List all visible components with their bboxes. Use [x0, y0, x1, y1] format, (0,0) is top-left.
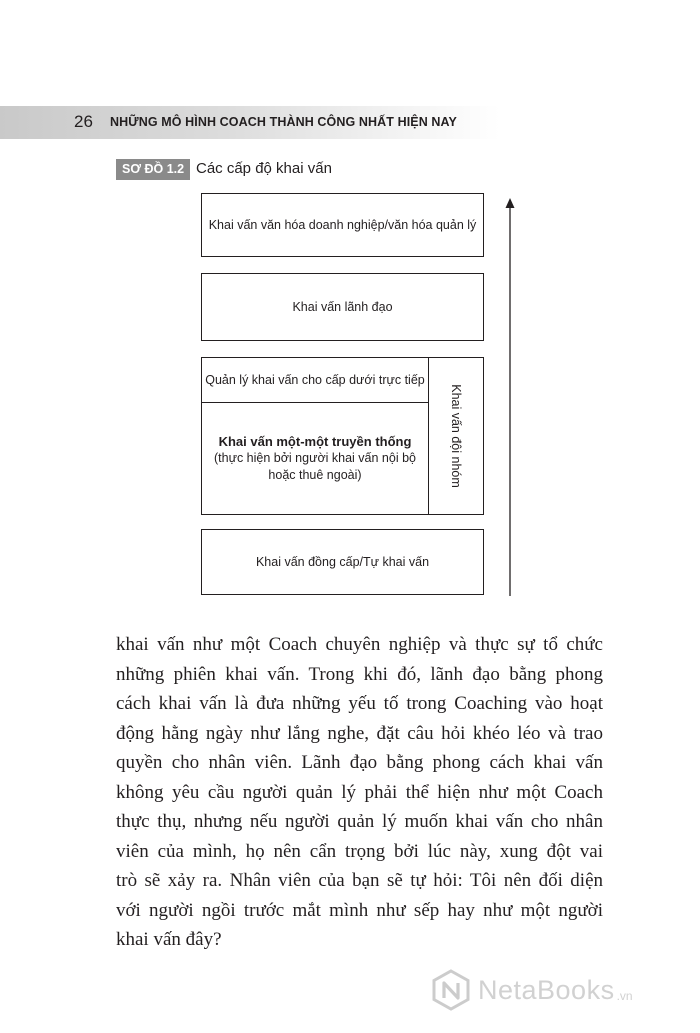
body-paragraph — [116, 630, 603, 955]
level-team-box — [428, 357, 484, 515]
level-peer-self-box — [201, 529, 484, 595]
figure-title: Các cấp độ khai vấn — [196, 160, 332, 177]
level-peer-self-label: Khai vấn đồng cấp/Tự khai vấn — [255, 555, 430, 569]
level-one-on-one-sub1: (thực hiện bởi người khai vấn nội bộ — [214, 451, 416, 465]
level-corporate-culture-label: Khai vấn văn hóa doanh nghiệp/văn hóa quản lý — [208, 218, 477, 232]
watermark-domain: .vn — [616, 989, 633, 1003]
running-title: NHỮNG MÔ HÌNH COACH THÀNH CÔNG NHẤT HIỆN NAY — [110, 115, 457, 129]
watermark — [430, 968, 633, 1012]
level-one-on-one-box — [201, 402, 429, 515]
figure-tag: SƠ ĐỒ 1.2 — [116, 159, 190, 180]
level-team-label: Khai vấn đội nhóm — [449, 384, 464, 488]
body-line: khai vấn đây? — [116, 929, 222, 950]
level-manager-coaching-box — [201, 357, 429, 403]
level-leadership-label: Khai vấn lãnh đạo — [292, 300, 393, 314]
body-line: với người ngồi trước mắt mình như sếp hay như một người — [116, 899, 603, 921]
body-line: cách khai vấn là đưa những yếu tố trong Coaching vào hoạt — [116, 693, 603, 714]
page-number: 26 — [74, 112, 93, 131]
body-line: những phiên khai vấn. Trong khi đó, lãnh đạo bằng phong — [116, 663, 603, 685]
body-line: khai vấn như một Coach chuyên nghiệp và thực sự tổ chức — [116, 634, 603, 655]
body-line: động hằng ngày như lắng nghe, đặt câu hỏi khéo léo và trao — [116, 722, 603, 744]
body-line: không yêu cầu người quản lý phải thể hiện như một Coach — [116, 781, 603, 803]
level-one-on-one-sub2: hoặc thuê ngoài) — [268, 468, 362, 482]
body-line: thực thụ, nhưng nếu người quản lý muốn khai vấn cho nhân — [116, 811, 603, 832]
body-line: quyền cho nhân viên. Lãnh đạo bằng phong cách khai vấn — [116, 752, 603, 773]
level-leadership-box — [201, 273, 484, 341]
level-manager-coaching-label: Quản lý khai vấn cho cấp dưới trực tiếp — [205, 373, 425, 387]
level-one-on-one-title: Khai vấn một-một truyền thống — [218, 434, 412, 449]
body-line: viên của mình, họ nên cẩn trọng bởi lúc này, xung đột vai — [116, 840, 603, 862]
upward-arrow-icon — [500, 198, 520, 598]
body-line: trò sẽ xảy ra. Nhân viên của bạn sẽ tự hỏi: Tôi nên đối diện — [116, 870, 603, 891]
watermark-brand: NetaBooks — [478, 974, 615, 1005]
level-corporate-culture-box — [201, 193, 484, 257]
netabooks-logo-icon — [430, 969, 472, 1011]
